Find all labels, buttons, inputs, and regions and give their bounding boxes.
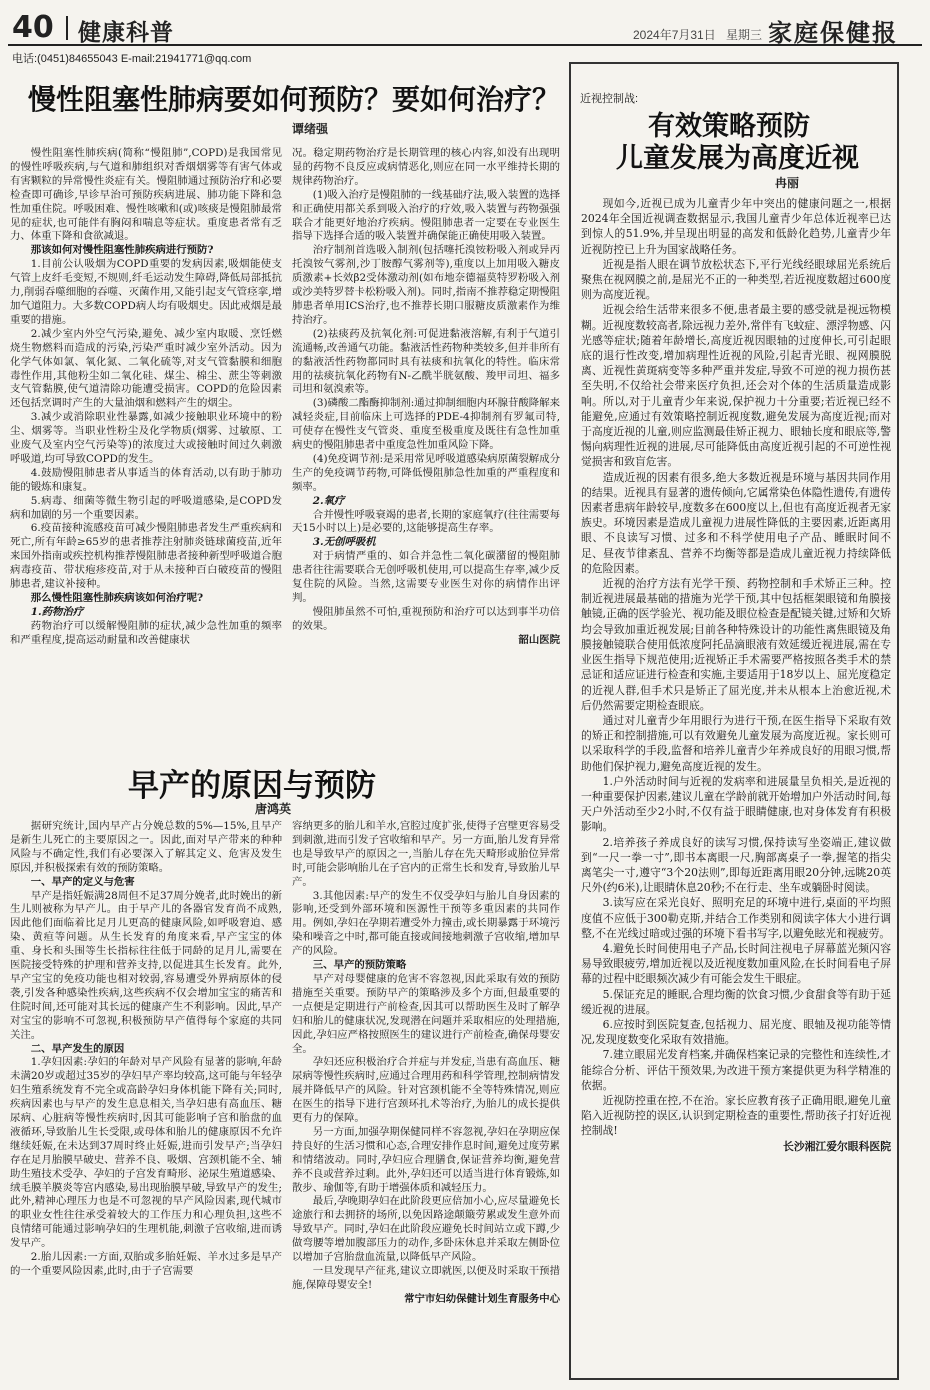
- paragraph: 4.避免长时间使用电子产品,长时间注视电子屏幕蓝光频闪容易导致眼疲劳,增加近视以及近视度数加重风险,在长时间看电子屏幕的过程中眨眼频次减少有可能会发生干眼症。: [581, 941, 891, 986]
- paragraph: 近视是指人眼在调节放松状态下,平行光线经眼球屈光系统后聚焦在视网膜之前,是屈光不正的一种类型,若近视度数超过600度则为高度近视。: [581, 257, 891, 302]
- paragraph: 近视会给生活带来很多不便,患者最主要的感受就是视远物模糊。近视度数较高者,除远视力差外,常伴有飞蚊症、漂浮物感、闪光感等症状;随着年龄增长,高度近视因眼轴的过度伸长,可引起眼底的退行性改变,增加病理性近视的风险,引起青光眼、视网膜脱离、近视性黄斑病变等多种严重并发症,导致不可逆的视力损伤甚至失明,不仅给社会带来医疗负担,还会对个体的生活质量造成影响。所以,对于儿童青少年来说,保护视力十分重要;若近视已经不能避免,应通过有效策略控制近视度数,避免发展为高度近视;而对于高度近视的儿童,则应监测最佳矫正视力、眼轴长度和眼底等,警惕向病理性近视的进展,尽可能降低由高度近视引起的不可逆性视觉损害和致盲危害。: [581, 303, 891, 469]
- subheading: 二、早产发生的原因: [30, 1042, 125, 1055]
- article2-title: 早产的原因与预防: [128, 768, 376, 804]
- section-name: 健康科普: [78, 20, 174, 46]
- paragraph: 1.目前公认吸烟为COPD重要的发病因素,吸烟能使支气管上皮纤毛变短,不规则,纤毛运动发生障碍,降低局部抵抗力,削弱吞噬细胞的吞噬、灭菌作用,又能引起支气管痉挛,增加气道阻力。大多数COPD病人均有吸烟史。因此戒烟是最重要的措施。: [10, 258, 282, 326]
- paragraph: 近视防控重在控,不在治。家长应教育孩子正确用眼,避免儿童陷入近视防控的误区,认识到定期检查的重要性,帮助孩子打好近视控制战!: [581, 1093, 891, 1138]
- article2-column-2: [292, 820, 560, 1380]
- paragraph: 容纳更多的胎儿和羊水,宫腔过度扩张,使得子宫壁更容易受到刺激,进而引发子宫收缩和早产。另一方面,胎儿发育异常也是导致早产的原因之一,当胎儿存在先天畸形或胎位异常时,可能会影响胎儿在子宫内的正常生长和发育,导致胎儿早产。: [292, 820, 560, 888]
- paragraph: 3.减少或消除职业性暴露,如减少接触职业环境中的粉尘、烟雾等。当职业性粉尘及化学物质(烟雾、过敏原、工业废气及室内空气污染等)的浓度过大或接触时间过久刺激呼吸道,均可导致COPD的发生。: [10, 411, 282, 465]
- paragraph: 2.培养孩子养成良好的读写习惯,保持读写坐姿端正,建议做到“一尺一拳一寸”,即书本离眼一尺,胸部离桌子一拳,握笔的指尖离笔尖一寸,遵守“3个20法则”,即每近距离用眼20分钟,远眺20英尺外(约6米),让眼睛休息20秒;不在行走、坐车或躺卧时阅读。: [581, 835, 891, 895]
- paragraph: 2.胎儿因素:一方面,双胎或多胎妊娠、羊水过多是早产的一个重要风险因素,此时,由于子宫需要: [10, 1251, 282, 1277]
- paragraph: 孕妇还应积极治疗合并症与并发症,当患有高血压、糖尿病等慢性疾病时,应通过合理用药和科学管理,控制病情发展并降低早产的风险。针对宫颈机能不全等特殊情况,则应在医生的指导下进行宫颈环扎术等治疗,为胎儿的成长提供更有力的保障。: [292, 1056, 560, 1125]
- article1-author: 谭绪强: [292, 122, 329, 136]
- paragraph: 1.户外活动时间与近视的发病率和进展量呈负相关,是近视的一种重要保护因素,建议儿童在学龄前就开始增加户外活动时间,每天户外活动至少2小时,不仅有益于眼睛健康,也对身体发育有积极影响。: [581, 774, 891, 834]
- subheading: 3.无创呼吸机: [312, 536, 376, 549]
- article1-source: 韶山医院: [518, 633, 560, 646]
- subheading: 2.氧疗: [312, 494, 345, 507]
- article2-author: 唐鸿英: [255, 802, 292, 816]
- paragraph: 3.其他因素:早产的发生不仅受孕妇与胎儿自身因素的影响,还受到外部环境和医源性干预等多重因素的共同作用。例如,孕妇在孕期若遭受外力撞击,或长期暴露于环境污染和噪音之中时,都可能直接或间接地刺激子宫收缩,增加早产的风险。: [292, 889, 560, 958]
- paragraph: (2)祛痰药及抗氧化剂:可促进黏液溶解,有利于气道引流通畅,改善通气功能。黏液活性药物种类较多,但并非所有的黏液活性药物都同时具有祛痰和抗氧化的特性。临床常用的祛痰抗氧化药物有N-乙酰半胱氨酸、羧甲司坦、福多司坦和氨溴索等。: [292, 327, 560, 396]
- article1-column-2: [292, 147, 560, 747]
- article3-source: 长沙湘江爱尔眼科医院: [783, 1139, 891, 1153]
- paragraph: 6.应按时到医院复查,包括视力、屈光度、眼轴及视功能等情况,发现度数变化采取有效措施。: [581, 1017, 891, 1047]
- paragraph: 对于病情严重的、如合并急性二氧化碳潴留的慢阻肺患者往往需要联合无创呼吸机使用,可以提高生存率,减少反复住院的风险。当然,这需要专业医生对你的病情作出评判。: [292, 550, 560, 604]
- paragraph: 早产是指妊娠满28周但不足37周分娩者,此时娩出的新生儿则被称为早产儿。由于早产儿的各器官发育尚不成熟,因此他们面临着比足月儿更高的健康风险,如呼吸窘迫、感染、黄疸等问题。从生长发育的角度来看,早产宝宝的体重、身长和头围等生长指标往往低于同龄的足月儿,需要在医院接受特殊的护理和营养支持,以促进其生长发育。此外,早产宝宝的免疫功能也相对较弱,容易遭受外界病原体的侵袭,引发各种感染性疾病,这些疾病不仅会增加宝宝的痛苦和住院时间,还可能对其长远的健康产生不利影响。因此,早产对宝宝的影响不可忽视,积极预防早产值得每个家庭的共同关注。: [10, 889, 282, 1041]
- paragraph: 现如今,近视已成为儿童青少年中突出的健康问题之一,根据2024年全国近视调查数据显示,我国儿童青少年总体近视率已达到惊人的51.9%,并呈现出明显的高发和低龄化趋势,儿童青少年近视防控已上升为国家战略任务。: [581, 197, 891, 256]
- article2-source: 常宁市妇幼保健计划生育服务中心: [404, 1292, 560, 1305]
- article3-body: [581, 196, 891, 1376]
- paragraph: 2.减少室内外空气污染,避免、减少室内取暖、烹饪燃烧生物燃料而造成的污染,污染严重时减少室外活动。因为化学气体如氯、氧化氮、二氧化硫等,对支气管黏膜和细胞毒性作用,其他粉尘如二氧化硅、煤尘、棉尘、蔗尘等刺激支气管黏膜,使气道清除功能遭受损害。COPD的危险因素还包括烹调时产生的大量油烟和燃料产生的烟尘。: [10, 327, 282, 410]
- article3-title-line1: 有效策略预防: [648, 111, 810, 142]
- article3-title-line2: 儿童发展为高度近视: [616, 143, 859, 174]
- article1-title: 慢性阻塞性肺病要如何预防？要如何治疗？: [28, 83, 561, 116]
- newspaper-name: 家庭保健报: [768, 19, 898, 47]
- paragraph: 药物治疗可以缓解慢阻肺的症状,减少急性加重的频率和严重程度,提高运动耐量和改善健康状: [10, 619, 282, 646]
- subheading: 那该如何对慢性阻塞性肺疾病进行预防?: [30, 244, 214, 257]
- contact-line: 电话:(0451)84655043 E-mail:21941771@qq.com: [12, 53, 252, 65]
- paragraph: 5.病毒、细菌等微生物引起的呼吸道感染,是COPD发病和加剧的另一个重要因素。: [10, 494, 282, 521]
- page-header: [8, 8, 922, 46]
- paragraph: 通过对儿童青少年用眼行为进行干预,在医生指导下采取有效的矫正和控制措施,可以有效避免儿童发展为高度近视。家长则可以采取科学的手段,监督和培养儿童青少年养成良好的用眼习惯,帮助他们保护视力,避免高度近视的发生。: [581, 713, 891, 773]
- subheading: 三、早产的预防策略: [312, 959, 407, 972]
- subheading: 一、早产的定义与危害: [30, 875, 135, 888]
- issue-weekday: 星期三: [726, 28, 763, 42]
- paragraph: 5.保证充足的睡眠,合理均衡的饮食习惯,少食甜食等有助于延缓近视的进展。: [581, 987, 891, 1016]
- paragraph: (3)磷酸二酯酶抑制剂:通过抑制细胞内环腺苷酸降解来减轻炎症,目前临床上可选择的PDE-4抑制剂有罗氟司特,可使存在慢性支气管炎、重度至极重度及既往有急性加重病史的慢阻肺患者中重度急性加重风险下降。: [292, 397, 560, 452]
- page-number: 40: [12, 10, 54, 45]
- article2-column-1: [10, 820, 282, 1380]
- paragraph: 1.孕妇因素:孕妇的年龄对早产风险有显著的影响,年龄未满20岁或超过35岁的孕妇早产率均较高,这可能与年轻孕妇生殖系统发育不完全或高龄孕妇身体机能下降有关;同时,疾病因素也与早产的发生息息相关,当孕妇患有高血压、糖尿病、心脏病等慢性疾病时,因其可能影响子宫和胎盘的血液循环,导致胎儿生长受限,或母体和胎儿的健康原因不允许继续妊娠,在未达到37周时终止妊娠,进而引发早产;当孕妇存在足月胎膜早破史、营养不良、吸烟、宫颈机能不全、辅助生殖技术受孕、孕妇的子宫发育畸形、泌尿生殖道感染、绒毛膜羊膜炎等宫内感染,易出现胎膜早破,导致早产的发生;此外,精神心理压力也是不可忽视的早产风险因素,现代城市的职业女性往往承受着较大的工作压力和心理负担,这些不良情绪可能通过影响孕妇的生理机能,刺激子宫收缩,进而诱发早产。: [10, 1056, 282, 1250]
- issue-date: 2024年7月31日: [633, 28, 716, 42]
- paragraph: 据研究统计,国内早产占分娩总数的5%—15%,且早产是新生儿死亡的主要原因之一。因此,面对早产带来的种种风险与不确定性,我们有必要深入了解其定义、危害及发生原因,并积极探索有效的预防策略。: [10, 820, 282, 874]
- subheading: 1.药物治疗: [30, 605, 84, 618]
- paragraph: 治疗制剂首选吸入制剂(包括噻托溴铵粉吸入剂或异丙托溴铵气雾剂,沙丁胺醇气雾剂等),重度以上加用吸入糖皮质激素+长效β2受体激动剂(如布地奈德福莫特罗粉吸入剂或沙美特罗替卡松粉吸入剂)。同时,指南不推荐稳定期慢阻肺患者单用ICS治疗,也不推荐长期口服糖皮质激素作为维持治疗。: [292, 244, 560, 326]
- paragraph: 4.鼓励慢阻肺患者从事适当的体育活动,以有助于肺功能的锻炼和康复。: [10, 466, 282, 493]
- header-divider: [66, 16, 68, 40]
- paragraph: 早产对母婴健康的危害不容忽视,因此采取有效的预防措施至关重要。预防早产的策略涉及多个方面,但最重要的一点便是定期进行产前检查,因其可以帮助医生及时了解孕妇和胎儿的健康状况,发现潜在问题并采取相应的处理措施,因此,孕妇应严格按照医生的建议进行产前检查,确保母婴安全。: [292, 972, 560, 1055]
- paragraph: 慢阻肺虽然不可怕,重视预防和治疗可以达到事半功倍的效果。: [292, 605, 560, 632]
- paragraph: 3.读写应在采光良好、照明充足的环境中进行,桌面的平均照度值不应低于300勒克斯,并结合工作类别和阅读字体大小进行调整,不在光线过暗或过强的环境下看书写字,以避免眩光和视疲劳。: [581, 896, 891, 940]
- paragraph: 6.疫苗接种流感疫苗可减少慢阻肺患者发生严重疾病和死亡,所有年龄≥65岁的患者推荐注射肺炎链球菌疫苗,近年来国外指南或疾控机构推荐慢阻肺患者接种新型呼吸道合胞病毒疫苗、带状疱疹疫苗,对于从未接种百白破疫苗的慢阻肺患者,建议补接种。: [10, 522, 282, 591]
- paragraph: 慢性阻塞性肺疾病(简称“慢阻肺”,COPD)是我国常见的慢性呼吸疾病,与气道和肺组织对香烟烟雾等有害气体或有害颗粒的异常慢性炎症有关。慢阻肺通过预防治疗和必要检查即可确诊,早诊早治可预防疾病进展、肺功能下降和急性加重住院。呼吸困难、慢性咳嗽和(或)咳痰是慢阻肺最常见的症状,也可能伴有胸闷和喘息等症状。重度患者常有乏力、体重下降和食欲减退。: [10, 147, 282, 243]
- paragraph: (4)免疫调节剂:是采用常见呼吸道感染病原菌裂解成分生产的免疫调节药物,可降低慢阻肺急性加重的严重程度和频率。: [292, 452, 560, 493]
- paragraph: 7.建立眼屈光发育档案,并确保档案记录的完整性和连续性,才能综合分析、评估干预效果,为改进干预方案提供更为科学精准的依据。: [581, 1048, 891, 1092]
- paragraph: 造成近视的因素有很多,绝大多数近视是环境与基因共同作用的结果。近视具有显著的遗传倾向,它属常染色体隐性遗传,有遗传因素者患病年龄较早,度数多在600度以上,但也有高度近视者无家族史。环境因素是造成儿童视力进展性降低的主要因素,近距离用眼、不良读写习惯、过多和不科学使用电子产品、睡眠时间不足、昼夜节律紊乱、营养不均衡等都是造成儿童近视力持续降低的危险因素。: [581, 470, 891, 575]
- article1-column-1: [10, 147, 282, 747]
- paragraph: (1)吸入治疗是慢阻肺的一线基础疗法,吸入装置的选择和正确使用都关系到吸入治疗的疗效,吸入装置与药物强强联合才能更好地治疗疾病。慢阻肺患者一定要在专业医生指导下选择合适的吸入装置并确保能正确使用吸入装置。: [292, 188, 560, 243]
- paragraph: 最后,孕晚期孕妇在此阶段更应倍加小心,应尽量避免长途旅行和去拥挤的场所,以免因路途颠簸劳累或发生意外而导致早产。同时,孕妇在此阶段应避免长时间站立或下蹲,少做弯腰等增加腹部压力的动作,多卧床休息并采取左侧卧位以增加子宫胎盘血流量,以降低早产风险。: [292, 1195, 560, 1264]
- paragraph: 一旦发现早产征兆,建议立即就医,以便及时采取干预措施,保障母婴安全!: [292, 1265, 560, 1291]
- paragraph: 况。稳定期药物治疗是长期管理的核心内容,如没有出现明显的药物不良反应或病情恶化,则应在同一水平维持长期的规律药物治疗。: [292, 147, 560, 187]
- article3-author: 冉丽: [775, 176, 800, 190]
- paragraph: 合并慢性呼吸衰竭的患者,长期的家庭氧疗(往往需要每天15小时以上)是必要的,这能够提高生存率。: [292, 508, 560, 535]
- paragraph: 近视的治疗方法有光学干预、药物控制和手术矫正三种。控制近视进展最基础的措施为光学干预,其中包括框架眼镜和角膜接触镜,正确的医学验光、视功能及眼位检查是配镜关键,过矫和欠矫均会导致加重近视发展;目前各种特殊设计的功能性离焦眼镜及角膜接触镜联合使用低浓度阿托品滴眼液有效延缓近视进展,需在专业医生指导下规范使用;近视矫正手术需要严格按照各类手术的禁忌证和适应证进行检查和实施,主要适用于18岁以上、屈光度稳定的近视人群,但手术只是矫正了屈光度,并未从根本上治愈近视,术后仍然需要定期检查眼底。: [581, 577, 891, 712]
- subheading: 那么慢性阻塞性肺疾病该如何治疗呢?: [30, 592, 204, 604]
- paragraph: 另一方面,加强孕期保健同样不容忽视,孕妇在孕期应保持良好的生活习惯和心态,合理安排作息时间,避免过度劳累和情绪波动。同时,孕妇应合理膳食,保证营养均衡,避免营养不良或营养过剩。此外,孕妇还可以适当进行体育锻炼,如散步、瑜伽等,有助于增强体质和减轻压力。: [292, 1125, 560, 1194]
- article3-kicker: 近视控制战:: [580, 93, 639, 105]
